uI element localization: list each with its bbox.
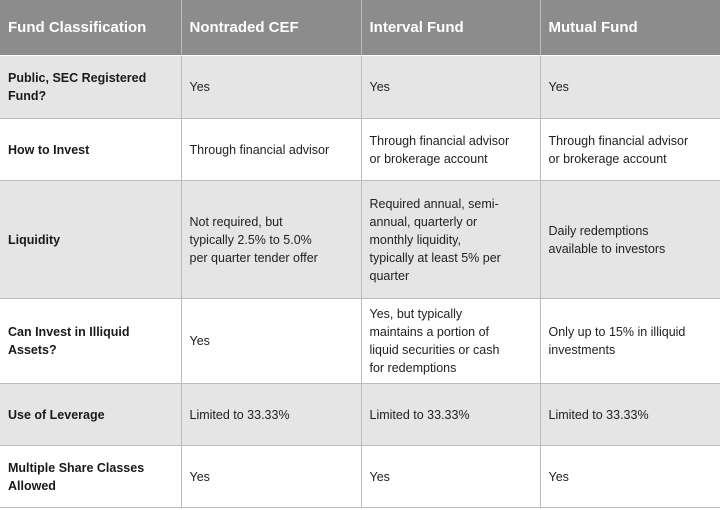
table-cell: Yes xyxy=(548,469,569,484)
table-cell: Yes xyxy=(369,469,390,484)
row-label: Public, SEC Registered Fund? xyxy=(8,71,147,103)
table-cell: Required annual, semi- annual, quarterly or monthly liquidity, typically at least 5% per quarter xyxy=(369,196,501,283)
table-cell: Limited to 33.33% xyxy=(369,407,470,422)
table-cell: Through financial advisor or brokerage account xyxy=(369,133,510,166)
table-row-use-of-leverage xyxy=(0,384,720,446)
table-cell: Yes xyxy=(189,469,210,484)
table-row-how-to-invest xyxy=(0,119,720,181)
table-cell: Daily redemptions available to investors xyxy=(548,223,666,256)
row-label: Use of Leverage xyxy=(8,407,105,422)
table-cell: Yes, but typically maintains a portion of liquid securities or cash for redemptions xyxy=(369,307,500,375)
table-cell: Yes xyxy=(189,334,210,348)
table-cell: Yes xyxy=(369,80,390,94)
table-cell: Limited to 33.33% xyxy=(548,407,649,422)
column-header-interval-fund: Interval Fund xyxy=(361,0,540,56)
column-header-fund-classification: Fund Classification xyxy=(0,0,181,56)
table-cell: Limited to 33.33% xyxy=(189,407,290,422)
table-cell: Only up to 15% in illiquid investments xyxy=(548,325,686,357)
table-row-share-classes xyxy=(0,446,720,508)
row-label: Multiple Share Classes Allowed xyxy=(8,460,145,493)
row-label: Liquidity xyxy=(8,232,61,247)
table-cell: Through financial advisor or brokerage account xyxy=(548,133,689,166)
row-label: How to Invest xyxy=(8,142,90,157)
table-row-illiquid-assets xyxy=(0,299,720,384)
table-row-liquidity xyxy=(0,181,720,299)
table-cell: Not required, but typically 2.5% to 5.0% per quarter tender offer xyxy=(189,214,318,265)
table-row-sec-registered xyxy=(0,56,720,119)
row-label: Can Invest in Illiquid Assets? xyxy=(8,325,130,357)
table-cell: Yes xyxy=(548,80,569,94)
table-cell: Through financial advisor xyxy=(189,142,330,157)
header-row xyxy=(0,0,720,56)
column-header-nontraded-cef: Nontraded CEF xyxy=(181,0,361,56)
table-cell: Yes xyxy=(189,80,210,94)
column-header-mutual-fund: Mutual Fund xyxy=(540,0,720,56)
